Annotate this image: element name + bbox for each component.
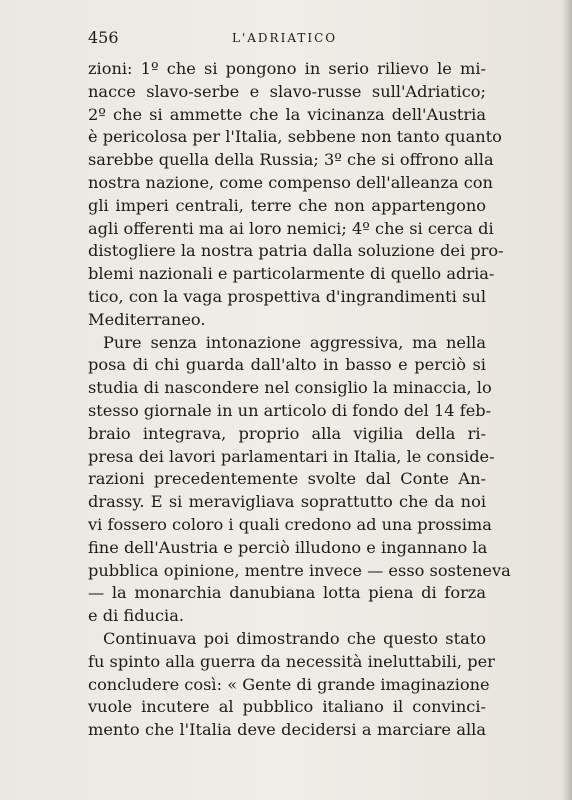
- text-line: fine dell'Austria e perciò illudono e ingannano la: [88, 537, 488, 557]
- text-line: e di fiducia.: [88, 606, 185, 626]
- text-line: distogliere la nostra patria dalla soluzione dei pro-: [88, 241, 504, 261]
- text-line: studia di nascondere nel consiglio la minaccia, lo: [88, 378, 492, 398]
- text-line: mento che l'Italia deve decidersi a marciare alla: [88, 720, 486, 740]
- text-line: braio integrava, proprio alla vigilia della ri-: [88, 423, 486, 443]
- text-line: sarebbe quella della Russia; 3º che si offrono alla: [88, 150, 494, 170]
- text-line: Mediterraneo.: [88, 309, 206, 329]
- text-line: razioni precedentemente svolte dal Conte An-: [88, 469, 486, 489]
- page-edge-shadow: [562, 0, 572, 800]
- text-line: Pure senza intonazione aggressiva, ma nella: [103, 332, 486, 352]
- text-line: tico, con la vaga prospettiva d'ingrandimenti sul: [88, 286, 486, 306]
- text-line: fu spinto alla guerra da necessità ineluttabili, per: [88, 651, 495, 671]
- text-line: agli offerenti ma ai loro nemici; 4º che si cerca di: [88, 218, 494, 238]
- text-line: è pericolosa per l'Italia, sebbene non tanto quanto: [88, 127, 502, 147]
- text-line: stesso giornale in un articolo di fondo del 14 feb-: [88, 400, 492, 420]
- text-line: vuole incutere al pubblico italiano il convinci-: [88, 697, 486, 717]
- text-line: vi fossero coloro i quali credono ad una prossima: [88, 514, 492, 534]
- text-line: gli imperi centrali, terre che non appartengono: [88, 195, 486, 215]
- body-text: [88, 58, 511, 742]
- text-line: presa dei lavori parlamentari in Italia, le conside-: [88, 446, 495, 466]
- text-line: Continuava poi dimostrando che questo stato: [103, 628, 486, 648]
- text-line: concludere così: « Gente di grande imaginazione: [88, 674, 490, 694]
- page-number: 456: [88, 28, 119, 47]
- text-line: 2º che si ammette che la vicinanza dell'Austria: [88, 104, 486, 124]
- text-line: zioni: 1º che si pongono in serio rilievo le mi-: [88, 59, 486, 78]
- text-line: pubblica opinione, mentre invece — esso sosteneva: [88, 560, 511, 580]
- text-line: posa di chi guarda dall'alto in basso e perciò si: [88, 355, 486, 375]
- text-line: — la monarchia danubiana lotta piena di forza: [88, 583, 486, 603]
- page-header: [88, 28, 488, 52]
- text-line: nacce slavo-serbe e slavo-russe sull'Adriatico;: [88, 81, 486, 101]
- text-line: drassy. E si meravigliava soprattutto che da noi: [88, 492, 486, 512]
- running-title: L'ADRIATICO: [232, 31, 338, 45]
- text-line: blemi nazionali e particolarmente di quello adria-: [88, 264, 495, 284]
- text-line: nostra nazione, come compenso dell'alleanza con: [88, 172, 493, 192]
